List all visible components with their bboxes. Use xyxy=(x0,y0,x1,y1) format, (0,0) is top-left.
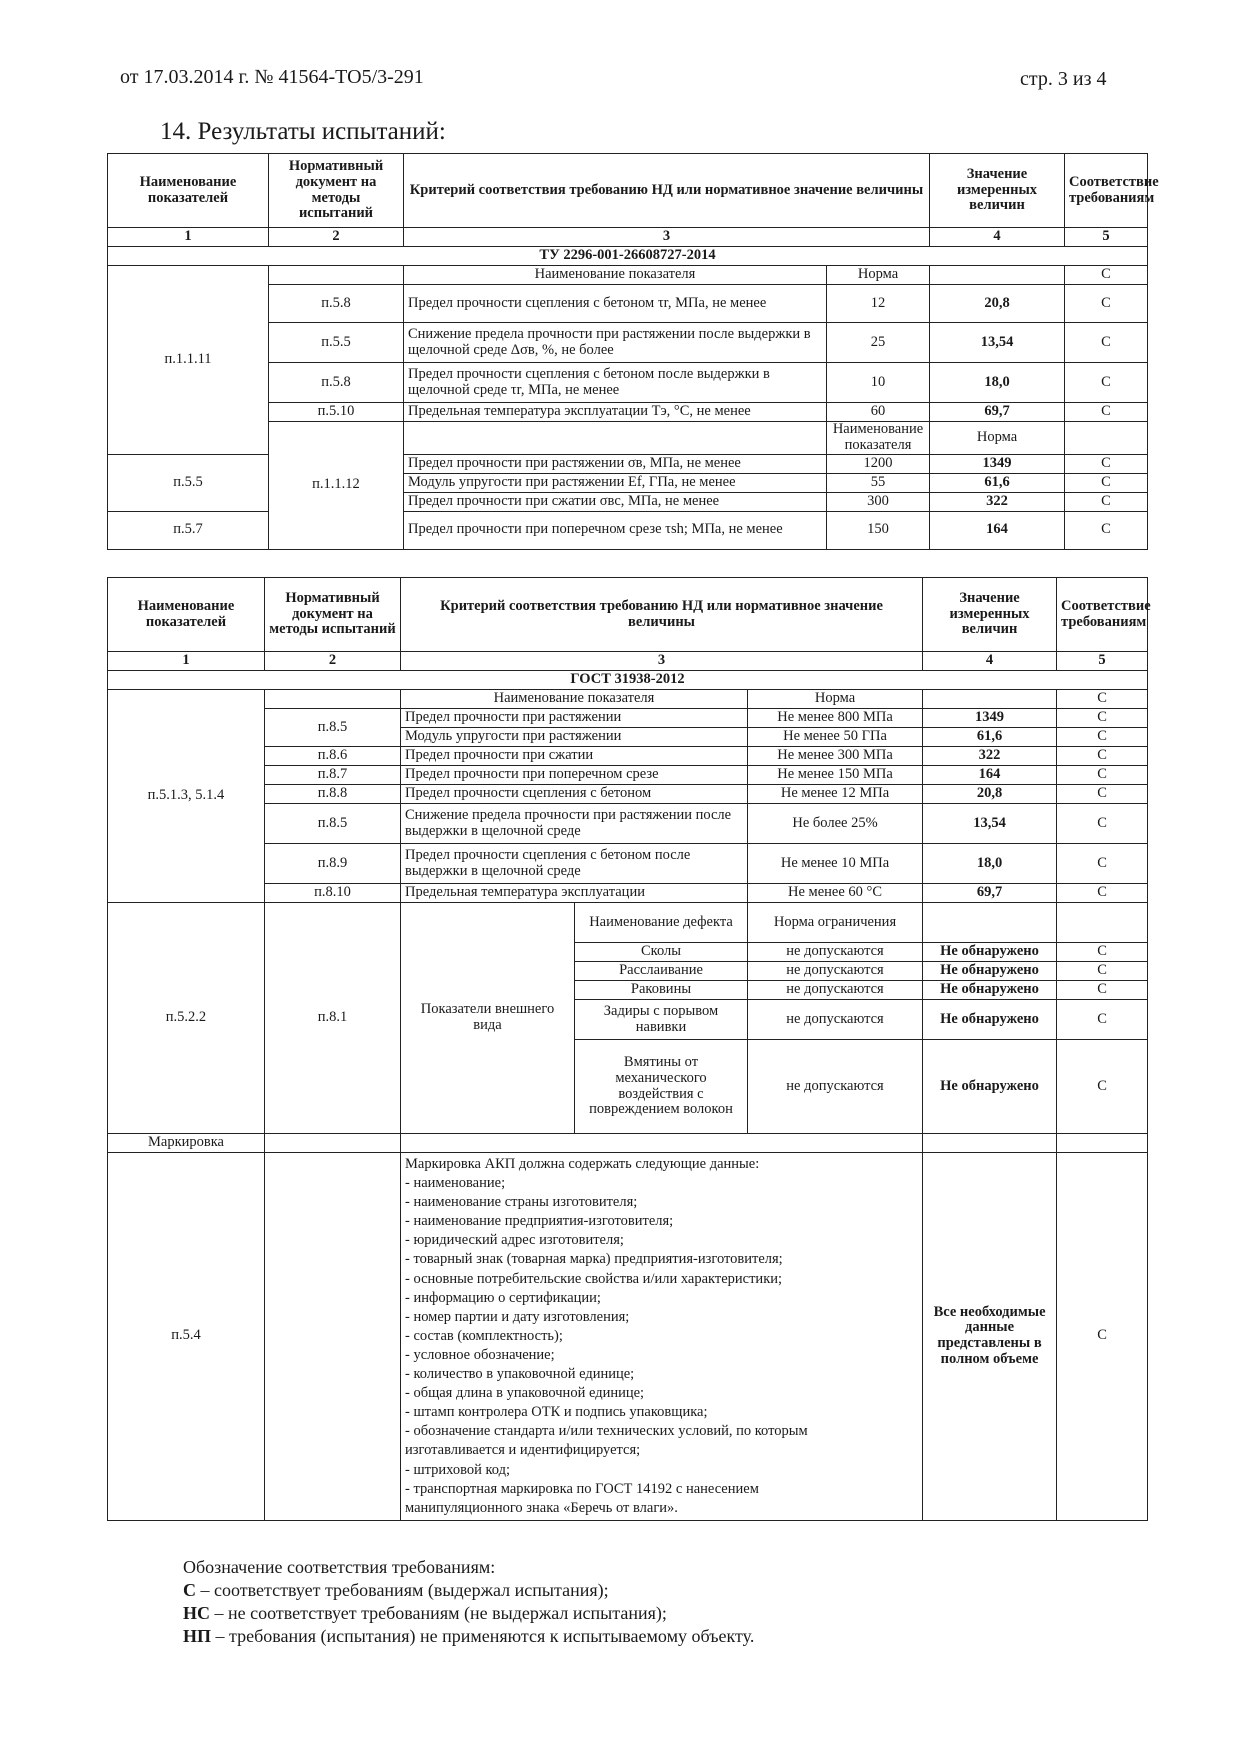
marking-item: - количество в упаковочной единице; xyxy=(405,1366,635,1383)
empty-cell xyxy=(923,1134,1057,1153)
col-number: 4 xyxy=(923,652,1057,671)
row-norm: Не менее 10 МПа xyxy=(748,844,923,884)
sub-header-norm: Норма xyxy=(748,690,923,709)
row-name: Модуль упругости при растяжении Ef, ГПа, не менее xyxy=(404,473,827,492)
col-number: 5 xyxy=(1065,228,1148,247)
col-number: 5 xyxy=(1057,652,1148,671)
row-norm: 150 xyxy=(827,511,930,549)
marking-item: - транспортная маркировка по ГОСТ 14192 с нанесением xyxy=(405,1480,759,1497)
col-header-name: Наименование показателей xyxy=(108,154,269,228)
sub-header-result: С xyxy=(1057,690,1148,709)
empty-cell xyxy=(930,266,1065,285)
sub-header-name: Наименование показателя xyxy=(404,266,827,285)
legend-text: – требования (испытания) не применяются к испытываемому объекту. xyxy=(211,1626,755,1646)
row-name: Снижение предела прочности при растяжении после выдержки в щелочной среде xyxy=(401,804,748,844)
row-result: С xyxy=(1057,709,1148,728)
col-header-criterion: Критерий соответствия требованию НД или нормативное значение величины xyxy=(401,578,923,652)
row-name: Предел прочности при растяжении xyxy=(401,709,748,728)
row-doc: п.5.5 xyxy=(108,454,269,511)
row-name: Предел прочности сцепления с бетоном τr, МПа, не менее xyxy=(404,285,827,323)
row-result: С xyxy=(1057,785,1148,804)
defect-norm: не допускаются xyxy=(748,1000,923,1040)
appearance-doc: п.8.1 xyxy=(265,903,401,1134)
row-norm: Не более 25% xyxy=(748,804,923,844)
standard-title: ГОСТ 31938-2012 xyxy=(108,671,1148,690)
col-header-result: Соответствие требованиям xyxy=(1057,578,1148,652)
col-header-criterion: Критерий соответствия требованию НД или нормативное значение величины xyxy=(404,154,930,228)
marking-item: - информацию о сертификации; xyxy=(405,1289,601,1306)
row-norm: Не менее 800 МПа xyxy=(748,709,923,728)
row-name: Предел прочности при сжатии xyxy=(401,747,748,766)
marking-item: манипуляционного знака «Беречь от влаги». xyxy=(405,1499,678,1516)
marking-item: - состав (комплектность); xyxy=(405,1327,563,1344)
marking-item: - условное обозначение; xyxy=(405,1346,555,1363)
row-result: С xyxy=(1057,766,1148,785)
col-header-name: Наименование показателей xyxy=(108,578,265,652)
table-row xyxy=(108,511,1148,549)
document-date-number: от 17.03.2014 г. № 41564-ТО5/3-291 xyxy=(120,66,424,88)
row-result: С xyxy=(1065,285,1148,323)
table-row xyxy=(108,454,1148,473)
marking-item: - штамп контролера ОТК и подпись упаковщика; xyxy=(405,1404,708,1421)
row-result: С xyxy=(1057,747,1148,766)
defect-norm: не допускаются xyxy=(748,1040,923,1134)
defect-norm-header: Норма ограничения xyxy=(748,903,923,943)
marking-requirements-list xyxy=(401,1153,923,1521)
row-result: С xyxy=(1057,884,1148,903)
marking-item: - наименование предприятия-изготовителя; xyxy=(405,1213,674,1230)
empty-cell xyxy=(1065,422,1148,455)
row-result: С xyxy=(1057,728,1148,747)
results-table-gost xyxy=(107,577,1151,1521)
col-number: 3 xyxy=(404,228,930,247)
marking-label: п.5.4 xyxy=(108,1153,265,1521)
legend-code: НП xyxy=(183,1626,212,1646)
row-norm: Не менее 150 МПа xyxy=(748,766,923,785)
col-number: 2 xyxy=(265,652,401,671)
defect-value: Не обнаружено xyxy=(923,1000,1057,1040)
row-result: С xyxy=(1065,363,1148,403)
defect-norm: не допускаются xyxy=(748,962,923,981)
defect-name: Вмятины от механического воздействия с повреждением волокон xyxy=(575,1040,748,1134)
row-value: 18,0 xyxy=(930,363,1065,403)
marking-section-label: Маркировка xyxy=(108,1134,265,1153)
row-value: 20,8 xyxy=(923,785,1057,804)
legend-text: – соответствует требованиям (выдержал испытания); xyxy=(196,1580,609,1600)
row-name: Предел прочности сцепления с бетоном после выдержки в щелочной среде τr, МПа, не менее xyxy=(404,363,827,403)
row-result: С xyxy=(1065,473,1148,492)
defect-result: С xyxy=(1057,1000,1148,1040)
empty-cell xyxy=(265,1153,401,1521)
sub-header-name: Наименование показателя xyxy=(827,422,930,455)
empty-cell xyxy=(265,1134,401,1153)
marking-item: - штриховой код; xyxy=(405,1461,511,1478)
defect-name: Раковины xyxy=(575,981,748,1000)
sub-header-norm: Норма xyxy=(827,266,930,285)
row-value: 164 xyxy=(923,766,1057,785)
row-value: 61,6 xyxy=(930,473,1065,492)
legend-item xyxy=(183,1625,754,1648)
row-doc: п.5.5 xyxy=(269,323,404,363)
empty-cell xyxy=(401,1134,923,1153)
row-value: 13,54 xyxy=(923,804,1057,844)
sub-header-result: С xyxy=(1065,266,1148,285)
row-value: 13,54 xyxy=(930,323,1065,363)
defect-result: С xyxy=(1057,981,1148,1000)
row-norm: 55 xyxy=(827,473,930,492)
empty-cell xyxy=(923,903,1057,943)
empty-cell xyxy=(1057,903,1148,943)
defect-value: Не обнаружено xyxy=(923,943,1057,962)
marking-value: Все необходимые данные представлены в полном объеме xyxy=(923,1153,1057,1521)
legend-title: Обозначение соответствия требованиям: xyxy=(183,1557,496,1577)
defect-name: Расслаивание xyxy=(575,962,748,981)
legend-code: С xyxy=(183,1580,196,1600)
col-header-doc: Нормативный документ на методы испытаний xyxy=(269,154,404,228)
legend-item xyxy=(183,1579,754,1602)
empty-cell xyxy=(1057,1134,1148,1153)
marking-item: - товарный знак (товарная марка) предприятия-изготовителя; xyxy=(405,1251,783,1268)
page-number: стр. 3 из 4 xyxy=(1020,68,1107,90)
col-header-doc: Нормативный документ на методы испытаний xyxy=(265,578,401,652)
col-header-value: Значение измеренных величин xyxy=(930,154,1065,228)
row-name: Предел прочности сцепления с бетоном после выдержки в щелочной среде xyxy=(401,844,748,884)
row-norm: Не менее 300 МПа xyxy=(748,747,923,766)
group-label: п.1.1.12 xyxy=(269,422,404,550)
row-norm: Не менее 12 МПа xyxy=(748,785,923,804)
standard-title: ТУ 2296-001-26608727-2014 xyxy=(108,247,1148,266)
col-number: 2 xyxy=(269,228,404,247)
row-norm: 60 xyxy=(827,403,930,422)
marking-item: - наименование; xyxy=(405,1175,506,1192)
row-result: С xyxy=(1065,403,1148,422)
sub-header-norm: Норма xyxy=(930,422,1065,455)
col-number: 1 xyxy=(108,228,269,247)
row-norm: Не менее 50 ГПа xyxy=(748,728,923,747)
row-value: 1349 xyxy=(923,709,1057,728)
row-value: 322 xyxy=(923,747,1057,766)
row-value: 322 xyxy=(930,492,1065,511)
row-value: 61,6 xyxy=(923,728,1057,747)
group-label: п.5.1.3, 5.1.4 xyxy=(108,690,265,903)
group-label: п.1.1.11 xyxy=(108,266,269,455)
row-value: 69,7 xyxy=(923,884,1057,903)
defect-result: С xyxy=(1057,962,1148,981)
marking-item: - юридический адрес изготовителя; xyxy=(405,1232,624,1249)
defect-value: Не обнаружено xyxy=(923,1040,1057,1134)
row-result: С xyxy=(1057,804,1148,844)
defect-norm: не допускаются xyxy=(748,981,923,1000)
legend-code: НС xyxy=(183,1603,210,1623)
row-name: Предел прочности при сжатии σвс, МПа, не менее xyxy=(404,492,827,511)
row-doc: п.8.7 xyxy=(265,766,401,785)
defect-name: Сколы xyxy=(575,943,748,962)
defect-header: Наименование дефекта xyxy=(575,903,748,943)
marking-item: - обозначение стандарта и/или технических условий, по которым xyxy=(405,1423,808,1440)
row-doc: п.8.6 xyxy=(265,747,401,766)
row-norm: 25 xyxy=(827,323,930,363)
row-result: С xyxy=(1065,492,1148,511)
row-value: 164 xyxy=(930,511,1065,549)
marking-item: - основные потребительские свойства и/или характеристики; xyxy=(405,1270,783,1287)
empty-cell xyxy=(265,690,401,709)
marking-result: С xyxy=(1057,1153,1148,1521)
col-number: 3 xyxy=(401,652,923,671)
defect-value: Не обнаружено xyxy=(923,962,1057,981)
defect-result: С xyxy=(1057,943,1148,962)
row-doc: п.8.9 xyxy=(265,844,401,884)
section-title: 14. Результаты испытаний: xyxy=(160,118,446,145)
col-number: 1 xyxy=(108,652,265,671)
row-doc: п.5.8 xyxy=(269,363,404,403)
row-value: 1349 xyxy=(930,454,1065,473)
sub-header-name: Наименование показателя xyxy=(401,690,748,709)
row-norm: 10 xyxy=(827,363,930,403)
row-value: 18,0 xyxy=(923,844,1057,884)
row-result: С xyxy=(1065,511,1148,549)
row-norm: 1200 xyxy=(827,454,930,473)
row-value: 20,8 xyxy=(930,285,1065,323)
marking-intro: Маркировка АКП должна содержать следующие данные: xyxy=(405,1156,760,1172)
row-doc: п.8.10 xyxy=(265,884,401,903)
row-norm: Не менее 60 °С xyxy=(748,884,923,903)
empty-cell xyxy=(404,422,827,455)
row-name: Предельная температура эксплуатации Тэ, °С, не менее xyxy=(404,403,827,422)
row-doc: п.5.10 xyxy=(269,403,404,422)
row-norm: 12 xyxy=(827,285,930,323)
row-result: С xyxy=(1065,454,1148,473)
row-name: Предельная температура эксплуатации xyxy=(401,884,748,903)
row-doc: п.5.7 xyxy=(108,511,269,549)
row-name: Предел прочности сцепления с бетоном xyxy=(401,785,748,804)
defect-value: Не обнаружено xyxy=(923,981,1057,1000)
empty-cell xyxy=(923,690,1057,709)
legend-text: – не соответствует требованиям (не выдержал испытания); xyxy=(210,1603,667,1623)
row-name: Модуль упругости при растяжении xyxy=(401,728,748,747)
col-number: 4 xyxy=(930,228,1065,247)
defect-name: Задиры с порывом навивки xyxy=(575,1000,748,1040)
row-value: 69,7 xyxy=(930,403,1065,422)
row-doc: п.8.8 xyxy=(265,785,401,804)
marking-item: - наименование страны изготовителя; xyxy=(405,1194,638,1211)
empty-cell xyxy=(269,266,404,285)
col-header-result: Соответствие требованиям xyxy=(1065,154,1148,228)
defect-result: С xyxy=(1057,1040,1148,1134)
appearance-title: Показатели внешнего вида xyxy=(401,903,575,1134)
marking-item: - общая длина в упаковочной единице; xyxy=(405,1385,645,1402)
row-norm: 300 xyxy=(827,492,930,511)
appearance-label: п.5.2.2 xyxy=(108,903,265,1134)
marking-item: - номер партии и дату изготовления; xyxy=(405,1308,630,1325)
row-name: Предел прочности при поперечном срезе τsh; МПа, не менее xyxy=(404,511,827,549)
row-name: Предел прочности при растяжении σв, МПа, не менее xyxy=(404,454,827,473)
results-table-tu xyxy=(107,153,1159,550)
defect-norm: не допускаются xyxy=(748,943,923,962)
row-name: Снижение предела прочности при растяжении после выдержки в щелочной среде Δσв, %, не более xyxy=(404,323,827,363)
row-result: С xyxy=(1057,844,1148,884)
row-doc: п.8.5 xyxy=(265,709,401,747)
row-doc: п.5.8 xyxy=(269,285,404,323)
col-header-value: Значение измеренных величин xyxy=(923,578,1057,652)
row-doc: п.8.5 xyxy=(265,804,401,844)
row-result: С xyxy=(1065,323,1148,363)
legend-item xyxy=(183,1602,754,1625)
marking-item: изготавливается и идентифицируется; xyxy=(405,1442,641,1459)
row-name: Предел прочности при поперечном срезе xyxy=(401,766,748,785)
legend xyxy=(183,1556,754,1648)
